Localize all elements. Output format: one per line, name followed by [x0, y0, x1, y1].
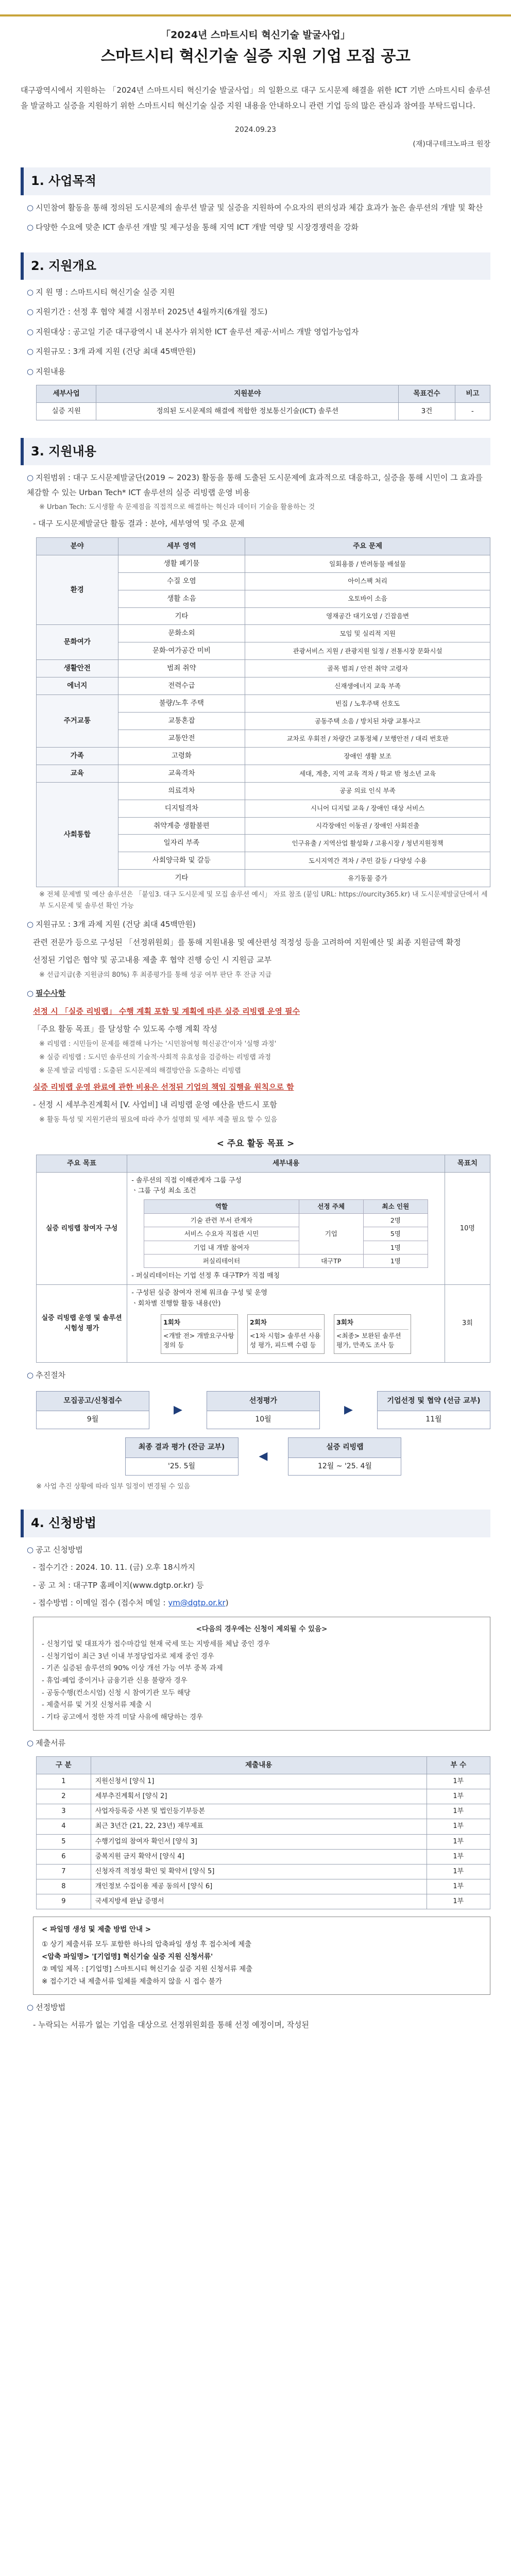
- overview-item: ○ 지원규모 : 3개 과제 지원 (건당 최대 45백만원): [27, 347, 196, 357]
- problem-table-note: ※ 전체 문제별 및 예산 솔루션은 「붙임3. 대구 도시문제 및 모집 솔루션 예시」 자료 참조 (붙임 URL: https://ourcity365.kr) 내 도시문제발굴단에서 세부 도시문제 및 솔루션 확인 가능: [39, 891, 488, 910]
- flow-note: ※ 사업 추진 상황에 따라 일부 일정이 변경될 수 있음: [36, 1483, 191, 1491]
- table-row: 5 수행기업의 참여자 확인서 [양식 3] 1부: [37, 1834, 490, 1849]
- phase-box: 2회차 <1차 시험> 솔루션 사용성 평가, 피드백 수렴 등: [247, 1314, 325, 1354]
- table-row: 실증 리빙랩 운영 및 솔루션 시험성 평가 - 구성된 실증 참여자 전체 워크숍 구성 및 운영 ㆍ회차별 진행할 활동 내용(안) 1회차 <개발 전> 개발요구사항 정의 등 2회차 <1차 시험> 솔루션 사용성 평가, 피드백 수렴 등 3회차 <최종> 보완된 솔루션 평가, 만족도 조사 등 3회: [37, 1285, 490, 1363]
- must-item: - 선정 시 세부추진계획서 [V. 사업비] 내 리빙랩 운영 예산을 반드시 포함: [33, 1100, 277, 1110]
- workshop-phases: [131, 1314, 440, 1354]
- notice-subtitle: 「2024년 스마트시티 혁신기술 발굴사업」: [161, 29, 350, 41]
- must-note: ※ 문제 발굴 리빙랩 : 도출된 도시문제의 해결방안을 도출하는 리빙랩: [39, 1066, 241, 1075]
- flow-step: 선정평가 10월: [207, 1391, 320, 1429]
- must-note: ※ 리빙랩 : 시민들이 문제를 해결해 나가는 '시민참여형 혁신공간'이자 '실행 과정': [39, 1040, 277, 1048]
- selection-heading: ○ 선정방법: [27, 2002, 66, 2012]
- flow-heading: ○ 추진절차: [27, 1370, 66, 1380]
- table-row: 4 최근 3년간 (21, 22, 23년) 재무제표 1부: [37, 1819, 490, 1834]
- overview-item: ○ 지 원 명 : 스마트시티 혁신기술 실증 지원: [27, 287, 175, 297]
- must-item: 실증 리빙랩 운영 완료에 관한 비용은 선정된 기업의 책임 집행을 원칙으로 함: [33, 1082, 294, 1092]
- bullet-icon: ○: [27, 202, 34, 212]
- table-row: 사회양극화 및 갈등 도시지역간 격차 / 주민 갈등 / 다양성 수용: [37, 852, 490, 870]
- intro-paragraph: 대구광역시에서 지원하는 「2024년 스마트시티 혁신기술 발굴사업」의 일환으로 대구 도시문제 해결을 위한 ICT 기반 스마트시티 솔루션을 발굴하고 실증을 지원하기 위한 스마트시티 혁신기술 실증 지원 내용을 안내하오니 관련 기업 등의 많은 관심과 참여를 부탁드립니다.: [21, 85, 490, 110]
- table-row: 3 사업자등록증 사본 및 법인등기부등본 1부: [37, 1804, 490, 1819]
- bullet-icon: ○: [27, 223, 34, 232]
- table-row: 일자리 부족 인구유출 / 지역산업 활성화 / 고용시장 / 청년지원정책: [37, 835, 490, 852]
- table-row: 에너지 전력수급 신재생에너지 교육 부족: [37, 677, 490, 695]
- docs-heading: ○ 제출서류: [27, 1738, 66, 1748]
- flow-step: 기업선정 및 협약 (선금 교부) 11월: [377, 1391, 490, 1429]
- process-flow: [36, 1391, 490, 1476]
- flow-step: 최종 결과 평가 (잔금 교부) '25. 5월: [125, 1437, 239, 1476]
- notice-organization: (재)대구테크노파크 원장: [413, 140, 490, 148]
- participant-composition-table: 역할 선정 주체 최소 인원 기술 관련 부서 관계자 기업 2명 서비스 수요자 직접관 시민 5명 기업 내 개발 참여자 1명 퍼실리테이터 대구TP 1명: [144, 1199, 428, 1268]
- scale-item: ○ 지원규모 : 3개 과제 지원 (건당 최대 45백만원): [27, 920, 196, 929]
- scale-note: ※ 선급지급(총 지원금의 80%) 후 최종평가를 통해 성공 여부 판단 후 잔금 지급: [39, 971, 272, 979]
- purpose-item: ○ 시민참여 활동을 통해 정의된 도시문제의 솔루션 발굴 및 실증을 지원하여 수요자의 편의성과 체감 효과가 높은 솔루션의 개발 및 확산: [27, 202, 483, 212]
- top-rule: [0, 14, 511, 16]
- must-note: ※ 실증 리빙랩 : 도시민 솔루션의 기술적·사회적 유효성을 검증하는 리빙랩 과정: [39, 1053, 271, 1061]
- scale-item: 선정된 기업은 협약 및 공고내용 제출 후 협약 진행 승인 시 지원금 교부: [33, 955, 271, 965]
- table-row: 실증 리빙랩 참여자 구성 - 솔루션의 직접 이해관계자 그룹 구성 ㆍ그룹 구성 최소 조건 역할 선정 주체 최소 인원 기술 관련 부서 관계자 기업 2명 서비스 수요자 직접관 시민 5명 기업 내 개발 참여자 1명 퍼실리테이터 대구TP 1명 - 퍼실리테이터는 기업 선정 후 대구TP가 직접 매칭 10명: [37, 1173, 490, 1285]
- scale-item: 관련 전문가 등으로 구성된 「선정위원회」를 통해 지원내용 및 예산편성 적정성 등을 고려하여 지원예산 및 최종 지원금액 확정: [33, 937, 461, 947]
- table-row: 생활 소음 오토바이 소음: [37, 590, 490, 607]
- urban-tech-note: ※ Urban Tech: 도시생활 속 문제점을 직접적으로 해결하는 혁신과 데이터 기술을 활용하는 것: [39, 503, 315, 512]
- support-scope: ○ 지원범위 : 대구 도시문제발굴단(2019 ~ 2023) 활동을 통해 도출된 도시문제에 효과적으로 대응하고, 실증을 통해 시민이 그 효과를 체감할 수 있는 Urban Tech* ICT 솔루션의 실증 리빙랩 운영 비용: [27, 473, 483, 497]
- apply-lead: ○ 공고 신청방법: [27, 1545, 83, 1554]
- table-row: 수질 오염 아이스팩 처리: [37, 572, 490, 590]
- table-row: 디지털격차 시니어 디지털 교육 / 장애인 대상 서비스: [37, 800, 490, 817]
- table-row: 기타 영재공간 대기오염 / 긴잡음변: [37, 607, 490, 625]
- problem-list-intro: - 대구 도시문제발굴단 활동 결과 : 분야, 세부영역 및 주요 문제: [33, 519, 245, 529]
- arrow-right-icon: ▶: [344, 1403, 353, 1416]
- overview-item: ○ 지원내용: [27, 366, 66, 376]
- table-row: 문화·여가공간 미비 관광서비스 지원 / 관광지원 일정 / 전통시장 문화시설: [37, 642, 490, 660]
- must-item: 선정 시 「실증 리빙랩」 수행 계획 포함 및 계획에 따른 실증 리빙랩 운영 필수: [33, 1006, 300, 1016]
- table-row: 가족 고령화 장애인 생활 보조: [37, 747, 490, 765]
- must-heading: ○ 필수사항: [27, 989, 66, 998]
- table-row: 2 세부추진계획서 [양식 2] 1부: [37, 1789, 490, 1804]
- documents-table: 구 분 제출내용 부 수 1 지원신청서 [양식 1] 1부 2 세부추진계획서 [양식 2] 1부 3 사업자등록증 사본 및 법인등기부등본 1부 4 최근 3년간 (21, 22, 23년) 재무제표 1부 5 수행기업의 참여자 확인서 [양식 3] 1부 6 중복지원 금지 확약서 [양식 4] 1부 7 신청자격 적정성 확인 및 확약서 [양식 5] 1부 8 개인정보 수집이용 제공 동의서 [양식 6] 1부 9 국세지방세 완납 증명서 1부: [36, 1756, 490, 1909]
- purpose-item: ○ 다양한 수요에 맞춘 ICT 솔루션 개발 및 제구성을 통해 지역 ICT 개발 역량 및 시장경쟁력을 강화: [27, 223, 359, 232]
- table-row: 1 지원신청서 [양식 1] 1부: [37, 1774, 490, 1789]
- section-support-heading: 3. 지원내용: [21, 438, 490, 465]
- overview-item: ○ 지원기간 : 선정 후 협약 체결 시점부터 2025년 4월까지(6개월 정도): [27, 307, 268, 317]
- section-overview-heading: 2. 지원개요: [21, 252, 490, 280]
- notice-date: 2024.09.23: [234, 125, 277, 134]
- exclusion-box: <다음의 경우에는 신청이 제외될 수 있음> - 신청기업 및 대표자가 접수마감일 현재 국세 또는 지방세를 체납 중인 경우 - 신청기업이 최근 3년 이내 부정당업자로 제재 중인 경우 - 기존 실증된 솔루션의 90% 이상 개선 가능 여부 중복 과제 - 휴업·폐업 중이거나 금융기관 신용 불량자 경우 - 공동수행(컨소시엄) 신청 시 참여기관 모두 해당 - 제출서류 및 거짓 신청서류 제출 시 - 기타 공고에서 정한 자격 미달 사유에 해당하는 경우: [33, 1617, 490, 1731]
- table-row: 환경 생활 폐기물 일회용품 / 반려동물 배설물: [37, 555, 490, 572]
- arrow-right-icon: ▶: [174, 1403, 182, 1416]
- section-apply-heading: 4. 신청방법: [21, 1510, 490, 1537]
- table-row: 교통안전 교차로 우회전 / 차량간 교통정체 / 보행안전 / 대리 번호판: [37, 730, 490, 747]
- table-row: 생활안전 범죄 취약 골목 범죄 / 안전 취약 고령자: [37, 660, 490, 677]
- table-row: 9 국세지방세 완납 증명서 1부: [37, 1894, 490, 1909]
- table-row: 8 개인정보 수집이용 제공 동의서 [양식 6] 1부: [37, 1879, 490, 1894]
- goals-table: 주요 목표 세부내용 목표치 실증 리빙랩 참여자 구성 - 솔루션의 직접 이해관계자 그룹 구성 ㆍ그룹 구성 최소 조건 역할 선정 주체 최소 인원 기술 관련 부서 관계자 기업 2명 서비스 수요자 직접관 시민 5명 기업 내 개발 참여자 1명 퍼실리테이터 대구TP 1명 - 퍼실리테이터는 기업 선정 후 대구TP가 직접 매칭 10명 실증 리빙랩 운영 및 솔루션 시험성 평가 - 구성된 실증 참여자 전체 워크숍 구성 및 운영 ㆍ회차별 진행할 활동 내용(안) 1회차 <개발 전> 개발요구사항 정의 등 2회차 <1차 시험> 솔루션 사용성 평가, 피드백 수렴 등 3회차 <최종> 보완된 솔루션 평가, 만족도 조사 등 3회: [36, 1155, 490, 1363]
- apply-item: - 접수기간 : 2024. 10. 11. (금) 오후 18시까지: [33, 1563, 195, 1572]
- table-row: 6 중복지원 금지 확약서 [양식 4] 1부: [37, 1849, 490, 1864]
- must-note: ※ 활동 특성 및 지원기관의 필요에 따라 추가 설명회 및 세부 제출 필요 할 수 있음: [39, 1115, 278, 1124]
- table-row: 실증 지원 정의된 도시문제의 해결에 적합한 정보통신기술(ICT) 솔루션 3건 -: [37, 403, 490, 420]
- support-content-table: 세부사업 지원분야 목표건수 비고 실증 지원 정의된 도시문제의 해결에 적합한 정보통신기술(ICT) 솔루션 3건 -: [36, 385, 490, 420]
- overview-item: ○ 지원대상 : 공고일 기준 대구광역시 내 본사가 위치한 ICT 솔루션 제공·서비스 개발 영업가능업자: [27, 327, 359, 336]
- table-row: 취약계층 생활불편 시각장애인 이동권 / 장애인 사회진출: [37, 817, 490, 835]
- table-row: 교통혼잡 공동주택 소음 / 방치된 차량 교통사고: [37, 713, 490, 730]
- flow-step: 실증 리빙랩 12월 ~ '25. 4월: [288, 1437, 401, 1476]
- email-link[interactable]: ym@dgtp.or.kr: [168, 1598, 226, 1608]
- section-purpose-heading: 1. 사업목적: [21, 167, 490, 195]
- goals-title: < 주요 활동 목표 >: [216, 1138, 295, 1149]
- phase-box: 1회차 <개발 전> 개발요구사항 정의 등: [161, 1314, 238, 1354]
- phase-box: 3회차 <최종> 보완된 솔루션 평가, 만족도 조사 등: [334, 1314, 411, 1354]
- apply-item: - 공 고 처 : 대구TP 홈페이지(www.dgtp.or.kr) 등: [33, 1580, 204, 1590]
- urban-problem-table: 분야 세부 영역 주요 문제 환경 생활 폐기물 일회용품 / 반려동물 배설물 수질 오염 아이스팩 처리 생활 소음 오토바이 소음 기타 영재공간 대기오염 / 긴잡음변 문화여가 문화소외 모임 및 실리적 지원 문화·여가공간 미비 관광서비스 지원 / 관광지원 일정 / 전통시장 문화시설 생활안전 범죄 취약 골목 범죄 / 안전 취약 고령자 에너지 전력수급 신재생에너지 교육 부족 주거교통 불량/노후 주택 빈집 / 노후주택 선호도 교통혼잡 공동주택 소음 / 방치된 차량 교통사고 교통안전 교차로 우회전 / 차량간 교통정체 / 보행안전 / 대리 번호판 가족 고령화 장애인 생활 보조 교육 교육격차 세대, 계층, 지역 교육 격차 / 학교 밖 청소년 교육 사회통합 의료격차 공공 의료 인식 부족 디지털격차 시니어 디지털 교육 / 장애인 대상 서비스 취약계층 생활불편 시각장애인 이동권 / 장애인 사회진출 일자리 부족 인구유출 / 지역산업 활성화 / 고용시장 / 청년지원정책 사회양극화 및 갈등 도시지역간 격차 / 주민 갈등 / 다양성 수용 기타 유기동물 증가: [36, 537, 490, 887]
- table-row: 사회통합 의료격차 공공 의료 인식 부족: [37, 782, 490, 800]
- table-row: 주거교통 불량/노후 주택 빈집 / 노후주택 선호도: [37, 695, 490, 713]
- arrow-left-icon: ◀: [259, 1450, 268, 1463]
- apply-item: - 접수방법 : 이메일 접수 (접수처 메일 : ym@dgtp.or.kr): [33, 1598, 229, 1608]
- file-naming-box: < 파일명 생성 및 제출 방법 안내 > ① 상기 제출서류 모두 포함한 하나의 압축파일 생성 후 접수처에 제출 <압축 파일명> '[기업명] 혁신기술 실증 지원 신청서류' ② 메일 제목 : [기업명] 스마트시티 혁신기술 실증 지원 신청서류 제출 ※ 접수기간 내 제출서류 일체를 제출하지 않을 시 접수 불가: [33, 1917, 490, 1994]
- notice-title: 스마트시티 혁신기술 실증 지원 기업 모집 공고: [100, 47, 411, 66]
- table-row: 교육 교육격차 세대, 계층, 지역 교육 격차 / 학교 밖 청소년 교육: [37, 765, 490, 782]
- flow-step: 모집공고/신청접수 9월: [36, 1391, 149, 1429]
- table-row: 7 신청자격 적정성 확인 및 확약서 [양식 5] 1부: [37, 1864, 490, 1879]
- selection-text: - 누락되는 서류가 없는 기업을 대상으로 선정위원회를 통해 선정 예정이며, 작성된: [33, 2020, 310, 2030]
- table-row: 문화여가 문화소외 모임 및 실리적 지원: [37, 625, 490, 642]
- must-item: 「주요 활동 목표」를 달성할 수 있도록 수행 계획 작성: [33, 1024, 217, 1034]
- table-row: 기타 유기동물 증가: [37, 870, 490, 887]
